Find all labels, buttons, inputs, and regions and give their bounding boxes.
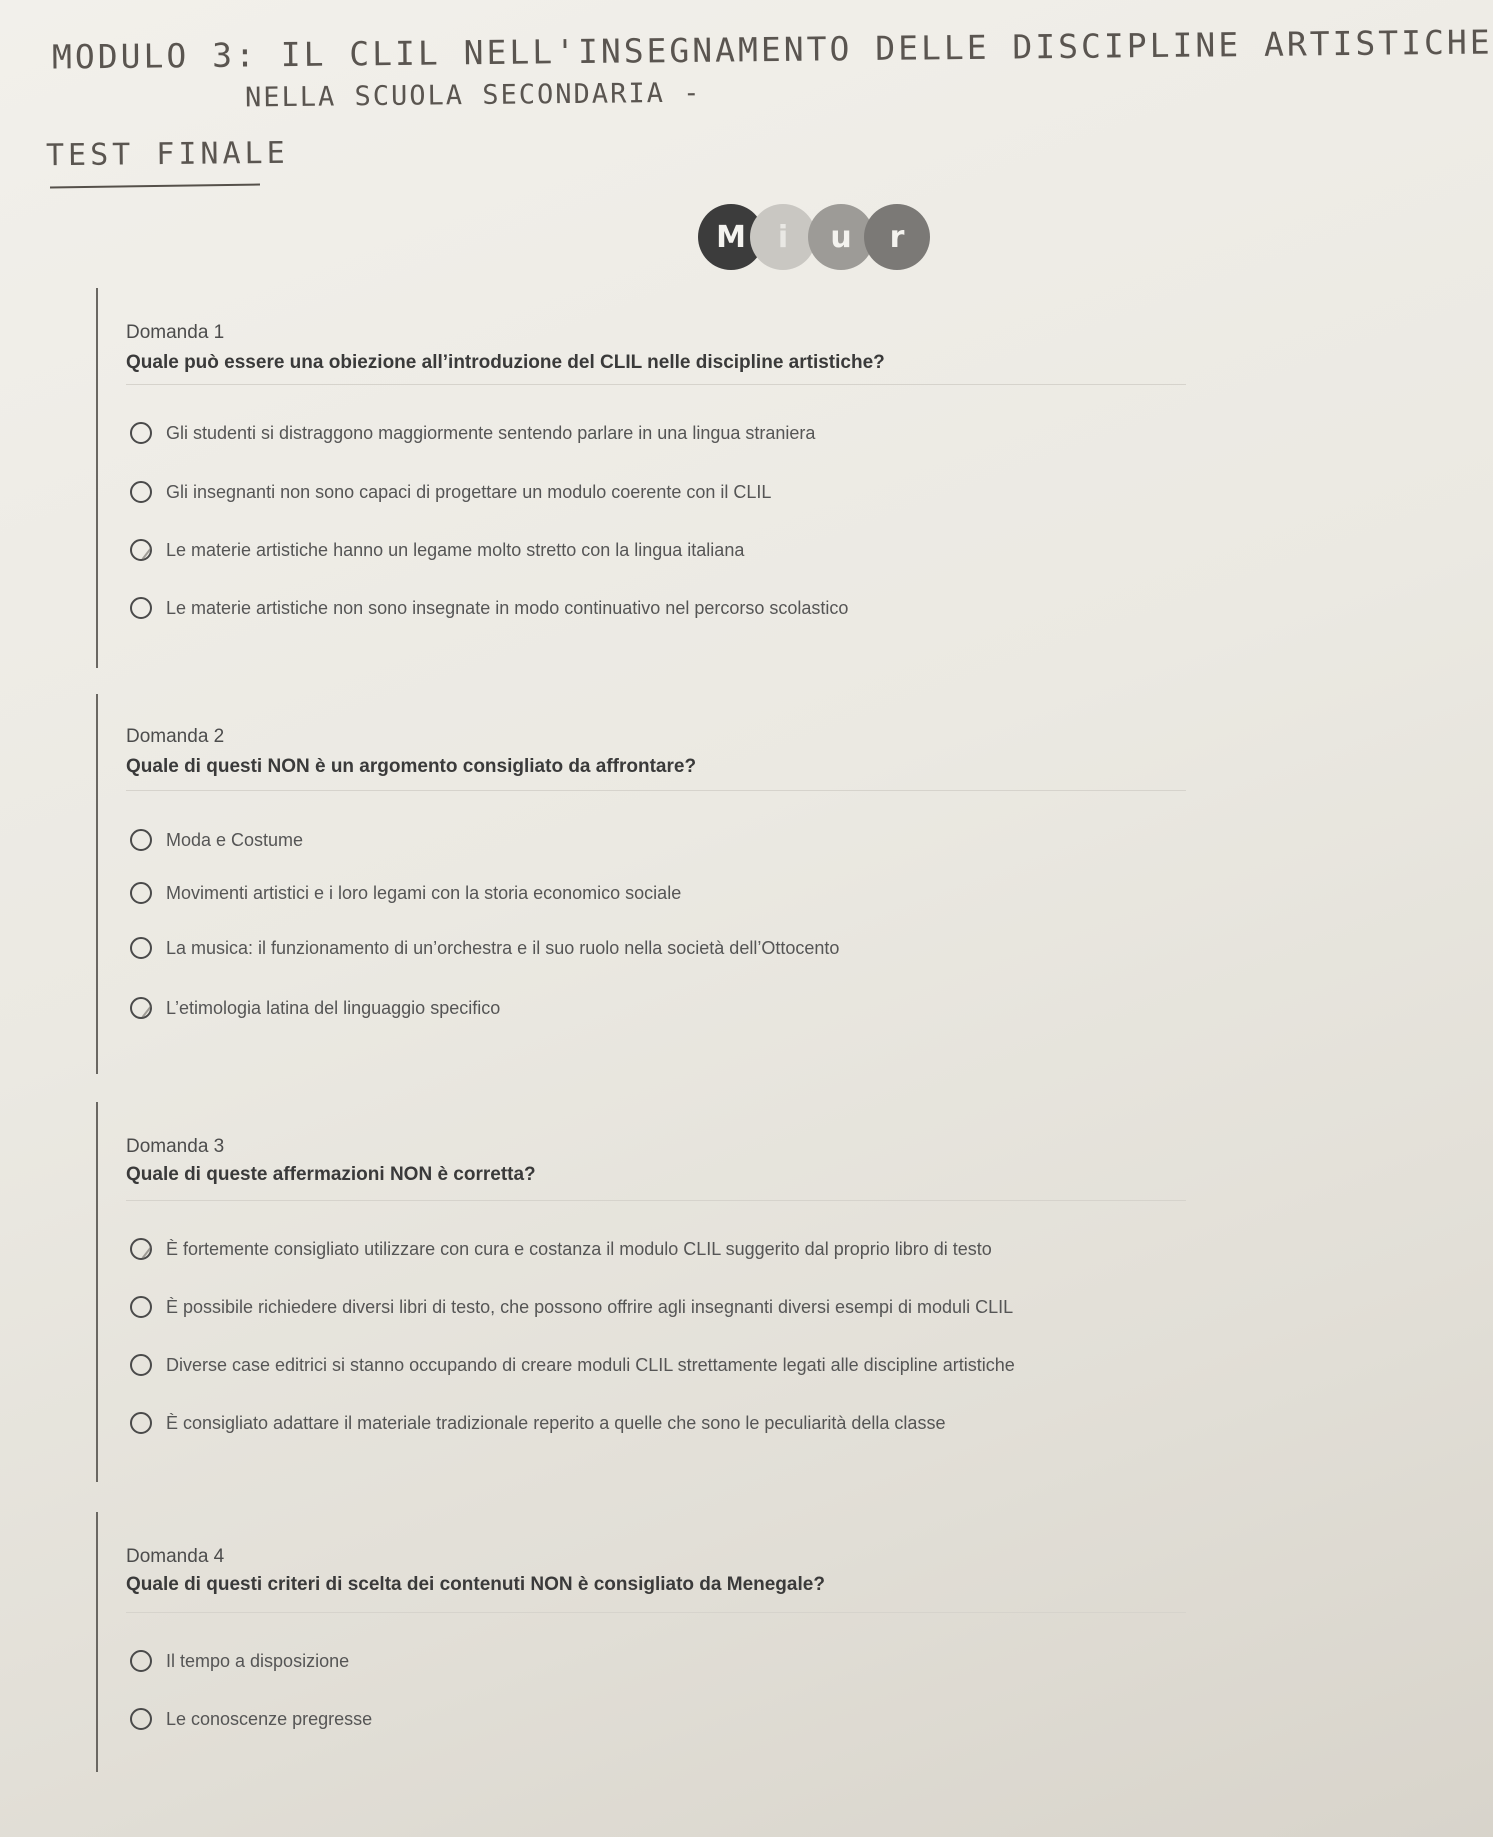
answer-option[interactable]: [130, 1354, 1015, 1376]
answer-option[interactable]: [130, 997, 500, 1019]
answer-option[interactable]: [130, 882, 681, 904]
question-label: Domanda 1: [126, 322, 225, 343]
handwritten-test-label: TEST FINALE: [45, 135, 289, 174]
answer-option-text: Il tempo a disposizione: [166, 1650, 350, 1671]
answer-option[interactable]: [130, 1238, 992, 1260]
radio-button[interactable]: [130, 1354, 152, 1376]
answer-option-text: È fortemente consigliato utilizzare con cura e costanza il modulo CLIL suggerito dal proprio libro di testo: [166, 1238, 992, 1259]
logo-letter-m: M: [698, 204, 764, 270]
question-label: Domanda 2: [126, 726, 225, 747]
question-divider: [126, 384, 1186, 385]
radio-button[interactable]: [130, 1296, 152, 1318]
answer-option[interactable]: [130, 1412, 945, 1434]
logo-letter-r: r: [864, 204, 930, 270]
radio-button[interactable]: [130, 481, 152, 503]
answer-option-text: L’etimologia latina del linguaggio specifico: [166, 997, 501, 1018]
question-left-border: [96, 1102, 98, 1482]
question-block-1: [96, 288, 1196, 668]
answer-option[interactable]: [130, 1650, 349, 1672]
answer-option-text: Le materie artistiche hanno un legame molto stretto con la lingua italiana: [166, 539, 745, 560]
question-text: Quale può essere una obiezione all’introduzione del CLIL nelle discipline artistiche?: [126, 352, 885, 373]
question-block-3: [96, 1102, 1196, 1482]
radio-button[interactable]: [130, 882, 152, 904]
answer-option[interactable]: [130, 539, 744, 561]
handwritten-title-line-2: NELLA SCUOLA SECONDARIA -: [244, 77, 702, 114]
answer-option-text: Gli insegnanti non sono capaci di progettare un modulo coerente con il CLIL: [166, 481, 772, 502]
radio-button[interactable]: [130, 937, 152, 959]
radio-button[interactable]: [130, 1650, 152, 1672]
answer-option-text: Le conoscenze pregresse: [166, 1708, 373, 1729]
radio-button[interactable]: [130, 1708, 152, 1730]
radio-button[interactable]: [130, 997, 152, 1019]
logo-letter-u: u: [808, 204, 874, 270]
answer-option[interactable]: [130, 597, 848, 619]
answer-option-text: Le materie artistiche non sono insegnate in modo continuativo nel percorso scolastico: [166, 597, 849, 618]
answer-option[interactable]: [130, 829, 303, 851]
question-text: Quale di questi NON è un argomento consigliato da affrontare?: [126, 756, 697, 777]
radio-button[interactable]: [130, 1412, 152, 1434]
handwritten-title-line-1: MODULO 3: IL CLIL NELL'INSEGNAMENTO DELLE DISCIPLINE ARTISTICHE: [51, 22, 1493, 77]
question-block-4: [96, 1512, 1196, 1772]
answer-option[interactable]: [130, 1296, 1013, 1318]
miur-logo: [698, 204, 938, 272]
answer-option-text: Gli studenti si distraggono maggiormente sentendo parlare in una lingua straniera: [166, 422, 816, 443]
question-left-border: [96, 288, 98, 668]
logo-letter-i: i: [750, 204, 816, 270]
question-block-2: [96, 694, 1196, 1074]
radio-button[interactable]: [130, 829, 152, 851]
answer-option-text: È consigliato adattare il materiale tradizionale reperito a quelle che sono le peculiarità della classe: [166, 1412, 946, 1433]
radio-button[interactable]: [130, 597, 152, 619]
answer-option[interactable]: [130, 481, 771, 503]
radio-button[interactable]: [130, 539, 152, 561]
question-label: Domanda 3: [126, 1136, 225, 1157]
question-divider: [126, 790, 1186, 791]
question-text: Quale di queste affermazioni NON è corretta?: [126, 1164, 536, 1185]
answer-option-text: La musica: il funzionamento di un’orchestra e il suo ruolo nella società dell’Ottocento: [166, 937, 840, 958]
question-divider: [126, 1200, 1186, 1201]
question-divider: [126, 1612, 1186, 1613]
question-label: Domanda 4: [126, 1546, 225, 1567]
question-left-border: [96, 694, 98, 1074]
answer-option[interactable]: [130, 937, 839, 959]
question-left-border: [96, 1512, 98, 1772]
answer-option-text: Movimenti artistici e i loro legami con la storia economico sociale: [166, 882, 682, 903]
radio-button[interactable]: [130, 422, 152, 444]
answer-option-text: È possibile richiedere diversi libri di testo, che possono offrire agli insegnanti diversi esempi di moduli CLIL: [166, 1296, 1014, 1317]
answer-option-text: Diverse case editrici si stanno occupando di creare moduli CLIL strettamente legati alle discipline artistiche: [166, 1354, 1015, 1375]
answer-option-text: Moda e Costume: [166, 829, 304, 850]
answer-option[interactable]: [130, 1708, 372, 1730]
answer-option[interactable]: [130, 422, 815, 444]
handwritten-underline: [50, 184, 260, 189]
radio-button[interactable]: [130, 1238, 152, 1260]
question-text: Quale di questi criteri di scelta dei contenuti NON è consigliato da Menegale?: [126, 1574, 825, 1595]
